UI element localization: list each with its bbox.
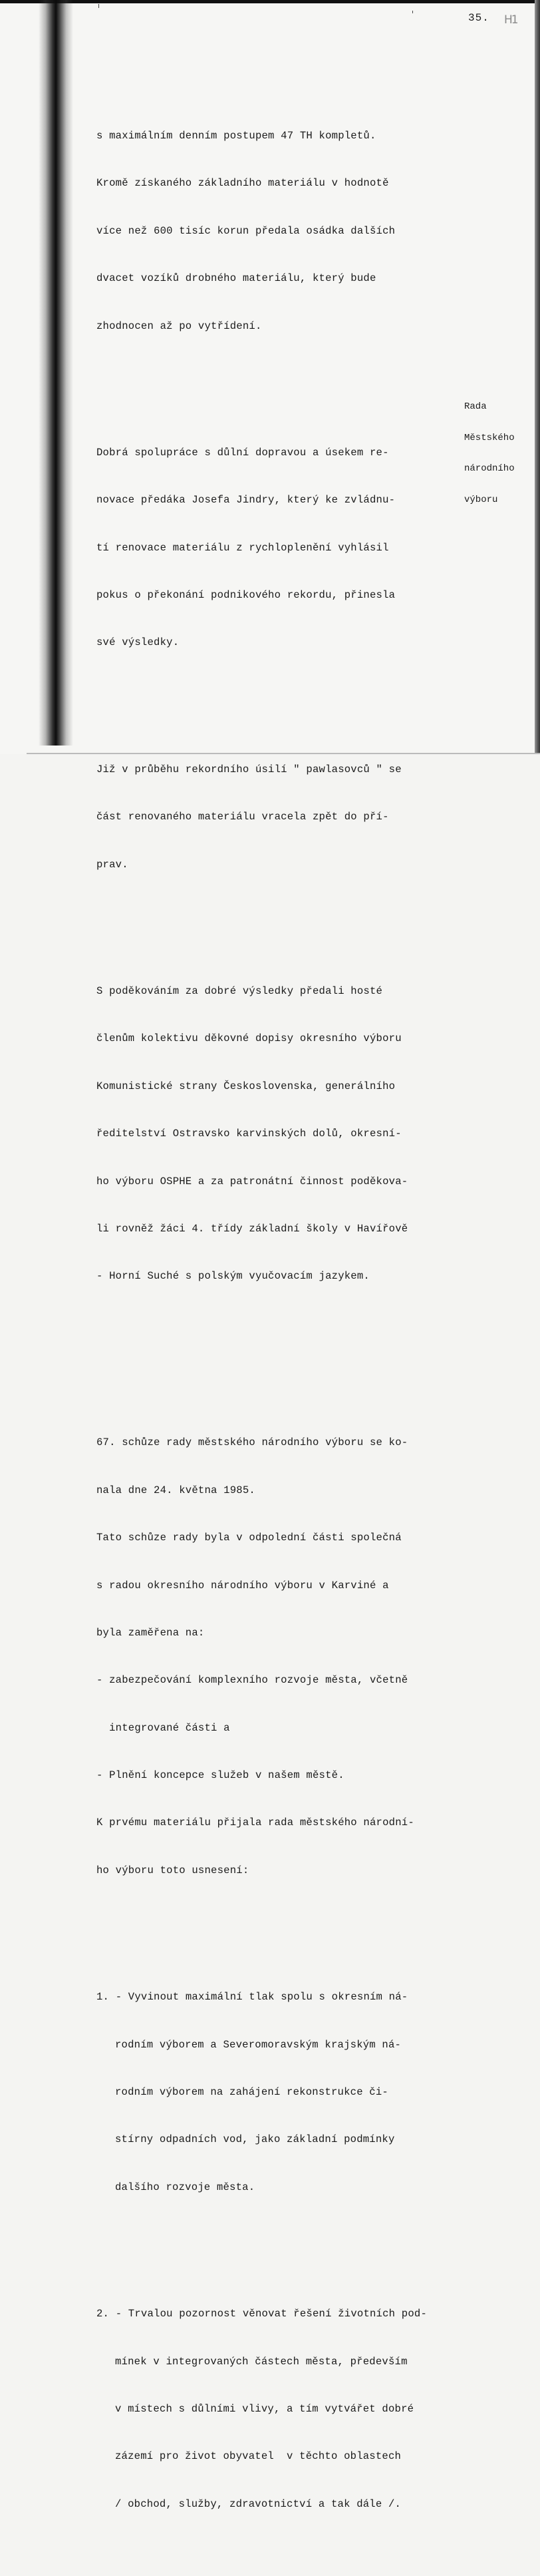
text-line: mínek v integrovaných částech města, především <box>115 2355 408 2368</box>
paragraph-thanks <box>96 952 469 1316</box>
scan-right-edge <box>535 0 540 754</box>
text-line: zhodnocen až po vytřídení. <box>96 320 262 332</box>
text-line: rodním výborem a Severomoravským krajským ná- <box>115 2038 402 2051</box>
text-line: s radou okresního národního výboru v Karviné a <box>96 1579 389 1592</box>
text-line: Komunistické strany Československa, generálního <box>96 1080 396 1092</box>
text-line: členům kolektivu děkovné dopisy okresního výboru <box>96 1032 402 1045</box>
text-line: Tato schůze rady byla v odpolední části společná <box>96 1532 402 1544</box>
text-line: více než 600 tisíc korun předala osádka dalších <box>96 224 396 237</box>
resolution-2 <box>96 2275 469 2545</box>
resolution-number: 1. <box>96 1991 110 2004</box>
binding-shadow <box>39 0 73 746</box>
text-line: - zabezpečování komplexního rozvoje města, včetně <box>96 1674 408 1687</box>
resolution-1 <box>96 1958 469 2228</box>
text-line: K prvému materiálu přijala rada městského národní- <box>96 1817 414 1829</box>
text-line: rodním výborem na zahájení rekonstrukce či- <box>115 2086 388 2098</box>
text-line: Již v průběhu rekordního úsilí " pawlasovců " se <box>96 763 402 775</box>
scan-speck <box>412 11 413 13</box>
margin-note-line: národního <box>464 463 515 474</box>
scan-top-edge <box>0 0 540 3</box>
paragraph-cooperation <box>96 413 469 683</box>
text-line <box>96 2306 469 2322</box>
handwritten-mark: H1 <box>504 13 517 27</box>
margin-note-line: výboru <box>464 494 498 505</box>
margin-note <box>464 381 515 526</box>
section-gap <box>96 1348 469 1356</box>
text-line: / obchod, služby, zdravotnictví a tak dále /. <box>115 2497 402 2510</box>
text-line: část renovaného materiálu vracela zpět do pří- <box>96 811 389 823</box>
text-line: ho výboru toto usnesení: <box>96 1864 249 1876</box>
margin-note-line: Rada <box>464 401 487 412</box>
text-line: 67. schůze rady městského národního výboru se ko- <box>96 1436 408 1449</box>
text-line: v místech s důlními vlivy, a tím vytvářet dobré <box>115 2402 414 2415</box>
text-line: dalšího rozvoje města. <box>115 2181 255 2193</box>
resolution-text: - Trvalou pozornost věnovat řešení životních pod- <box>115 2308 428 2320</box>
text-line: stírny odpadních vod, jako základní podmínky <box>115 2133 395 2146</box>
text-line: - Plnění koncepce služeb v našem městě. <box>96 1769 344 1782</box>
text-line: ho výboru OSPHE a za patronátní činnost poděkova- <box>96 1175 408 1187</box>
paragraph-record-result <box>96 97 469 366</box>
text-line <box>96 1990 469 2006</box>
text-line: pokus o překonání podnikového rekordu, přinesla <box>96 589 396 602</box>
text-line: byla zaměřena na: <box>96 1626 205 1639</box>
text-line: prav. <box>96 858 128 871</box>
text-line: zázemí pro život obyvatel v těchto oblastech <box>115 2450 402 2463</box>
text-line: tí renovace materiálu z rychloplenění vyhlásil <box>96 541 389 554</box>
typed-body-text <box>96 49 469 2576</box>
text-line: S poděkováním za dobré výsledky předali hosté <box>96 985 383 998</box>
resolution-number: 2. <box>96 2308 110 2320</box>
scan-speck <box>98 4 99 8</box>
text-line: - Horní Suché s polským vyučovacím jazykem. <box>96 1270 370 1283</box>
text-line: Dobrá spolupráce s důlní dopravou a úsekem re- <box>96 446 389 459</box>
text-line: novace předáka Josefa Jindry, který ke zvládnu- <box>96 494 396 507</box>
resolution-text: - Vyvinout maximální tlak spolu s okresním ná- <box>115 1991 408 2004</box>
text-line: integrované části a <box>96 1721 230 1734</box>
text-line: své výsledky. <box>96 636 180 649</box>
paragraph-record-effort <box>96 730 469 905</box>
text-line: nala dne 24. května 1985. <box>96 1484 255 1496</box>
text-line: dvacet vozíků drobného materiálu, který bude <box>96 272 376 285</box>
page-number: 35. <box>468 12 489 24</box>
text-line: Kromě získaného základního materiálu v hodnotě <box>96 177 389 190</box>
text-line: ředitelství Ostravsko karvinských dolů, okresní- <box>96 1128 402 1140</box>
text-line: s maximálním denním postupem 47 TH kompletů. <box>96 129 376 142</box>
text-line: li rovněž žáci 4. třídy základní školy v Havířově <box>96 1222 408 1235</box>
margin-note-line: Městského <box>464 432 515 443</box>
paragraph-council-meeting <box>96 1404 469 1911</box>
